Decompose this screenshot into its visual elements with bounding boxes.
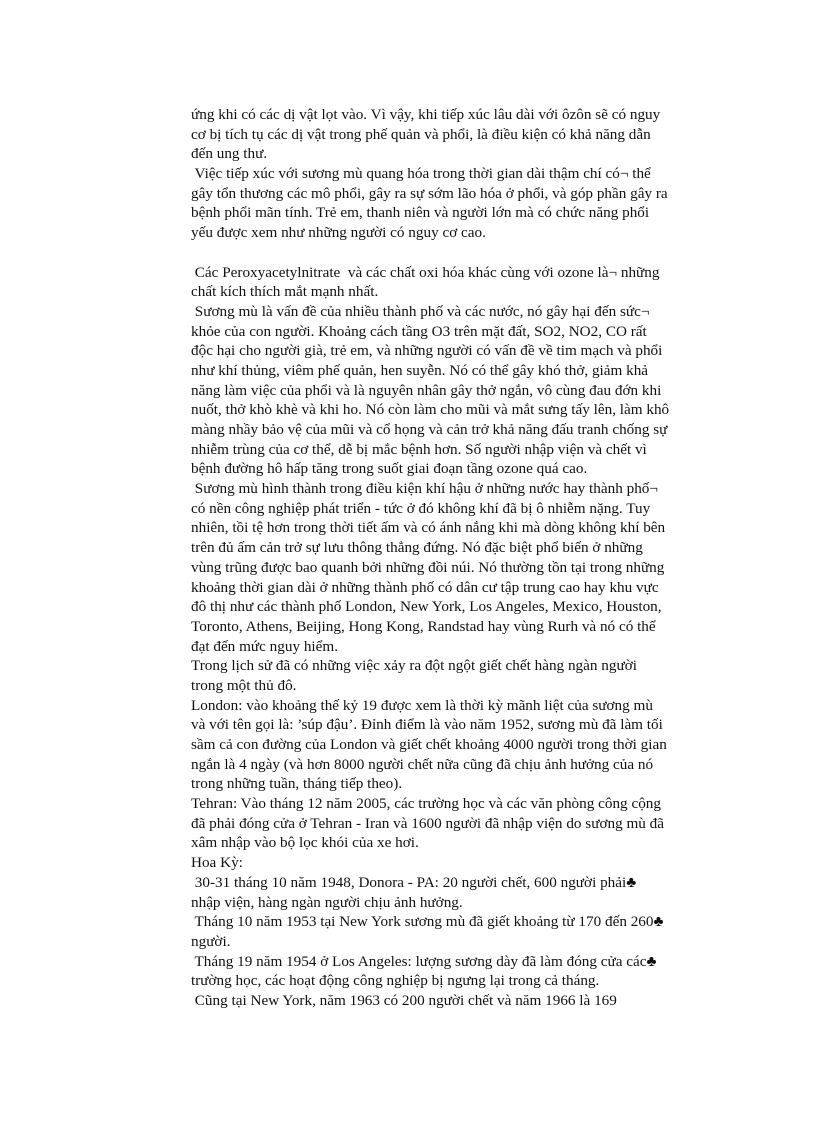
paragraph	[191, 873, 711, 912]
text-line: bệnh đường hô hấp tăng trong suốt giai đoạn tầng ozone quá cao.	[191, 460, 588, 478]
blank-line	[191, 243, 711, 263]
paragraph	[191, 479, 711, 656]
text-line: Các Peroxyacetylnitrate và các chất oxi hóa khác cùng với ozone là¬ những	[191, 263, 660, 281]
paragraph	[191, 952, 711, 991]
text-line: nhiên, tồi tệ hơn trong thời tiết ấm và có ánh nắng khi mà dòng không khí bên	[191, 519, 666, 537]
text-line: màng nhầy bảo vệ của mũi và cổ họng và cản trở khả năng đấu tranh chống sự	[191, 421, 668, 438]
text-line: trên đủ ấm cản trở sự lưu thông thẳng đứng. Nó đặc biệt phổ biến ở những	[191, 539, 643, 557]
paragraph	[191, 794, 711, 853]
text-line: độc hại cho người già, trẻ em, và những người có vấn đề về tim mạch và phổi	[191, 342, 663, 360]
text-line: ngắn là 4 ngày (và hơn 8000 người chết nữa cũng đã chịu ảnh hưởng của nó	[191, 755, 654, 773]
paragraph	[191, 656, 711, 695]
text-line: Toronto, Athens, Beijing, Hong Kong, Randstad hay vùng Rurh và nó có thể	[191, 617, 656, 635]
text-line: sầm cả con đường của London và giết chết khoảng 4000 người trong thời gian	[191, 736, 667, 753]
text-line: người.	[191, 932, 231, 950]
text-line: đạt đến mức nguy hiểm.	[191, 637, 338, 655]
text-line: đô thị như các thành phố London, New York, Los Angeles, Mexico, Houston,	[191, 598, 662, 616]
text-line: Cũng tại New York, năm 1963 có 200 người chết và năm 1966 là 169	[191, 991, 617, 1009]
text-line: 30-31 tháng 10 năm 1948, Donora - PA: 20 người chết, 600 người phải♣	[191, 873, 637, 891]
text-line: trường học, các hoạt động công nghiệp bị ngưng lại trong cả tháng.	[191, 972, 600, 990]
text-line: Việc tiếp xúc với sương mù quang hóa trong thời gian dài thậm chí có¬ thể	[191, 165, 651, 183]
text-line: xâm nhập vào bộ lọc khói của xe hơi.	[191, 834, 419, 852]
paragraph	[191, 912, 711, 951]
text-line: cơ bị tích tụ các dị vật trong phế quản và phổi, là điều kiện có khả năng dẫn	[191, 125, 651, 143]
text-line: trong những tuần, tháng tiếp theo).	[191, 775, 403, 793]
text-line: Sương mù hình thành trong điều kiện khí hậu ở những nước hay thành phố¬	[191, 480, 658, 498]
paragraph	[191, 263, 711, 302]
document-page	[191, 105, 711, 1011]
text-line: London: vào khoảng thế kỷ 19 được xem là thời kỳ mãnh liệt của sương mù	[191, 696, 653, 714]
text-line: vùng trũng được bao quanh bởi những đồi núi. Nó thường tồn tại trong những	[191, 558, 665, 576]
text-line: năng làm việc của phổi và là nguyên nhân gây thở ngắn, vô cùng đau đớn khi	[191, 381, 662, 399]
paragraph	[191, 105, 711, 164]
text-line: gây tổn thương các mô phổi, gây ra sự sớm lão hóa ở phổi, và góp phần gây ra	[191, 184, 668, 202]
text-line: trong một thủ đô.	[191, 676, 297, 694]
text-line: Hoa Kỳ:	[191, 854, 243, 872]
text-line: Trong lịch sử đã có những việc xảy ra đột ngột giết chết hàng ngàn người	[191, 657, 637, 675]
text-line: như khí thủng, viêm phế quản, hen suyễn. Nó có thể gây khó thở, giảm khả	[191, 361, 649, 379]
text-line: ứng khi có các dị vật lọt vào. Vì vậy, khi tiếp xúc lâu dài với ôzôn sẽ có nguy	[191, 106, 661, 123]
text-line: Tehran: Vào tháng 12 năm 2005, các trường học và các văn phòng công cộng	[191, 795, 661, 813]
paragraph	[191, 696, 711, 794]
text-line: nhập viện, hàng ngàn người chịu ảnh hưởng.	[191, 893, 463, 911]
text-line: đến ung thư.	[191, 145, 268, 163]
text-line: bệnh phổi mãn tính. Trẻ em, thanh niên và người lớn mà có chức năng phổi	[191, 204, 650, 222]
text-line: và với tên gọi là: ’súp đậu’. Đỉnh điểm là vào năm 1952, sương mù đã làm tối	[191, 716, 663, 734]
text-line: Tháng 10 năm 1953 tại New York sương mù đã giết khoảng từ 170 đến 260♣	[191, 913, 664, 931]
paragraph	[191, 302, 711, 479]
text-line: có nền công nghiệp phát triển - tức ở đó không khí đã bị ô nhiễm nặng. Tuy	[191, 499, 651, 517]
text-line: khoảng thời gian dài ở những thành phố có dân cư tập trung cao hay khu vực	[191, 578, 659, 596]
paragraph	[191, 991, 711, 1011]
text-line: đã phải đóng cửa ở Tehran - Iran và 1600 người đã nhập viện do sương mù đã	[191, 814, 664, 832]
text-line: nhiễm trùng của cơ thể, dễ bị mắc bệnh hơn. Số người nhập viện và chết vì	[191, 440, 647, 458]
text-line: nuốt, thở khò khè và khi ho. Nó còn làm cho mũi và mắt sưng tấy lên, làm khô	[191, 401, 670, 419]
text-line: khỏe của con người. Khoảng cách tầng O3 trên mặt đất, SO2, NO2, CO rất	[191, 322, 647, 340]
text-line: Sương mù là vấn đề của nhiều thành phố và các nước, nó gây hại đến sức¬	[191, 302, 650, 320]
text-line: chất kích thích mắt mạnh nhất.	[191, 283, 379, 301]
text-line: Tháng 19 năm 1954 ở Los Angeles: lượng sương dày đã làm đóng cửa các♣	[191, 952, 657, 970]
paragraph	[191, 853, 711, 873]
paragraph	[191, 164, 711, 243]
text-line: yếu được xem như những người có nguy cơ cao.	[191, 224, 486, 242]
